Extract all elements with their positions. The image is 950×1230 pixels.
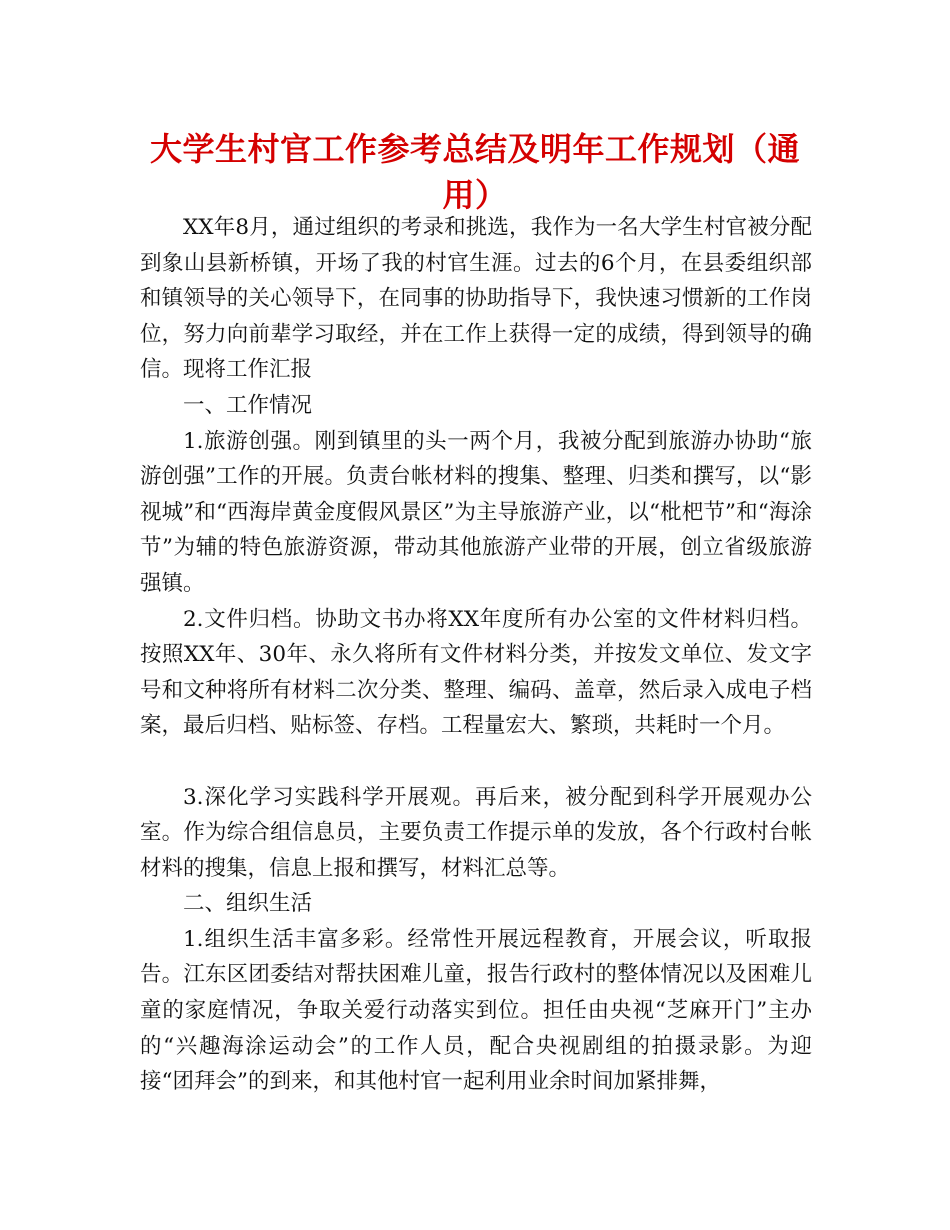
section-heading-organization: 二、组织生活: [183, 891, 313, 917]
section-heading-work: 一、工作情况: [183, 392, 313, 418]
paragraph-tourism: 1.旅游创强。刚到镇里的头一两个月，我被分配到旅游办协助“旅游创强”工作的开展。负责台帐材料的搜集、整理、归类和撰写，以“影视城”和“西海岸黄金度假风景区”为主导旅游产业，以“枇杷节”和“海涂节”为辅的特色旅游资源，带动其他旅游产业带的开展，创立省级旅游强镇。: [140, 428, 812, 596]
paragraph-archiving: 2.文件归档。协助文书办将XX年度所有办公室的文件材料归档。按照XX年、30年、永久将所有文件材料分类，并按发文单位、发文字号和文种将所有材料二次分类、整理、编码、盖章，然后录入成电子档案，最后归档、贴标签、存档。工程量宏大、繁琐，共耗时一个月。: [140, 606, 812, 739]
document-title: 大学生村官工作参考总结及明年工作规划（通用）: [150, 130, 801, 214]
paragraph-org-life: 1.组织生活丰富多彩。经常性开展远程教育，开展会议，听取报告。江东区团委结对帮扶困难儿童，报告行政村的整体情况以及困难儿童的家庭情况，争取关爱行动落实到位。担任由央视“芝麻开门”主办的“兴趣海涂运动会”的工作人员，配合央视剧组的拍摄录影。为迎接“团拜会”的到来，和其他村官一起利用业余时间加紧排舞，: [140, 926, 812, 1095]
paragraph-science-development: 3.深化学习实践科学开展观。再后来，被分配到科学开展观办公室。作为综合组信息员，主要负责工作提示单的发放，各个行政村台帐材料的搜集，信息上报和撰写，材料汇总等。: [140, 784, 812, 881]
paragraph-intro: XX年8月，通过组织的考录和挑选，我作为一名大学生村官被分配到象山县新桥镇，开场了我的村官生涯。过去的6个月，在县委组织部和镇领导的关心领导下，在同事的协助指导下，我快速习惯新的工作岗位，努力向前辈学习取经，并在工作上获得一定的成绩，得到领导的确信。现将工作汇报: [140, 215, 812, 383]
document-body: [140, 210, 812, 1100]
